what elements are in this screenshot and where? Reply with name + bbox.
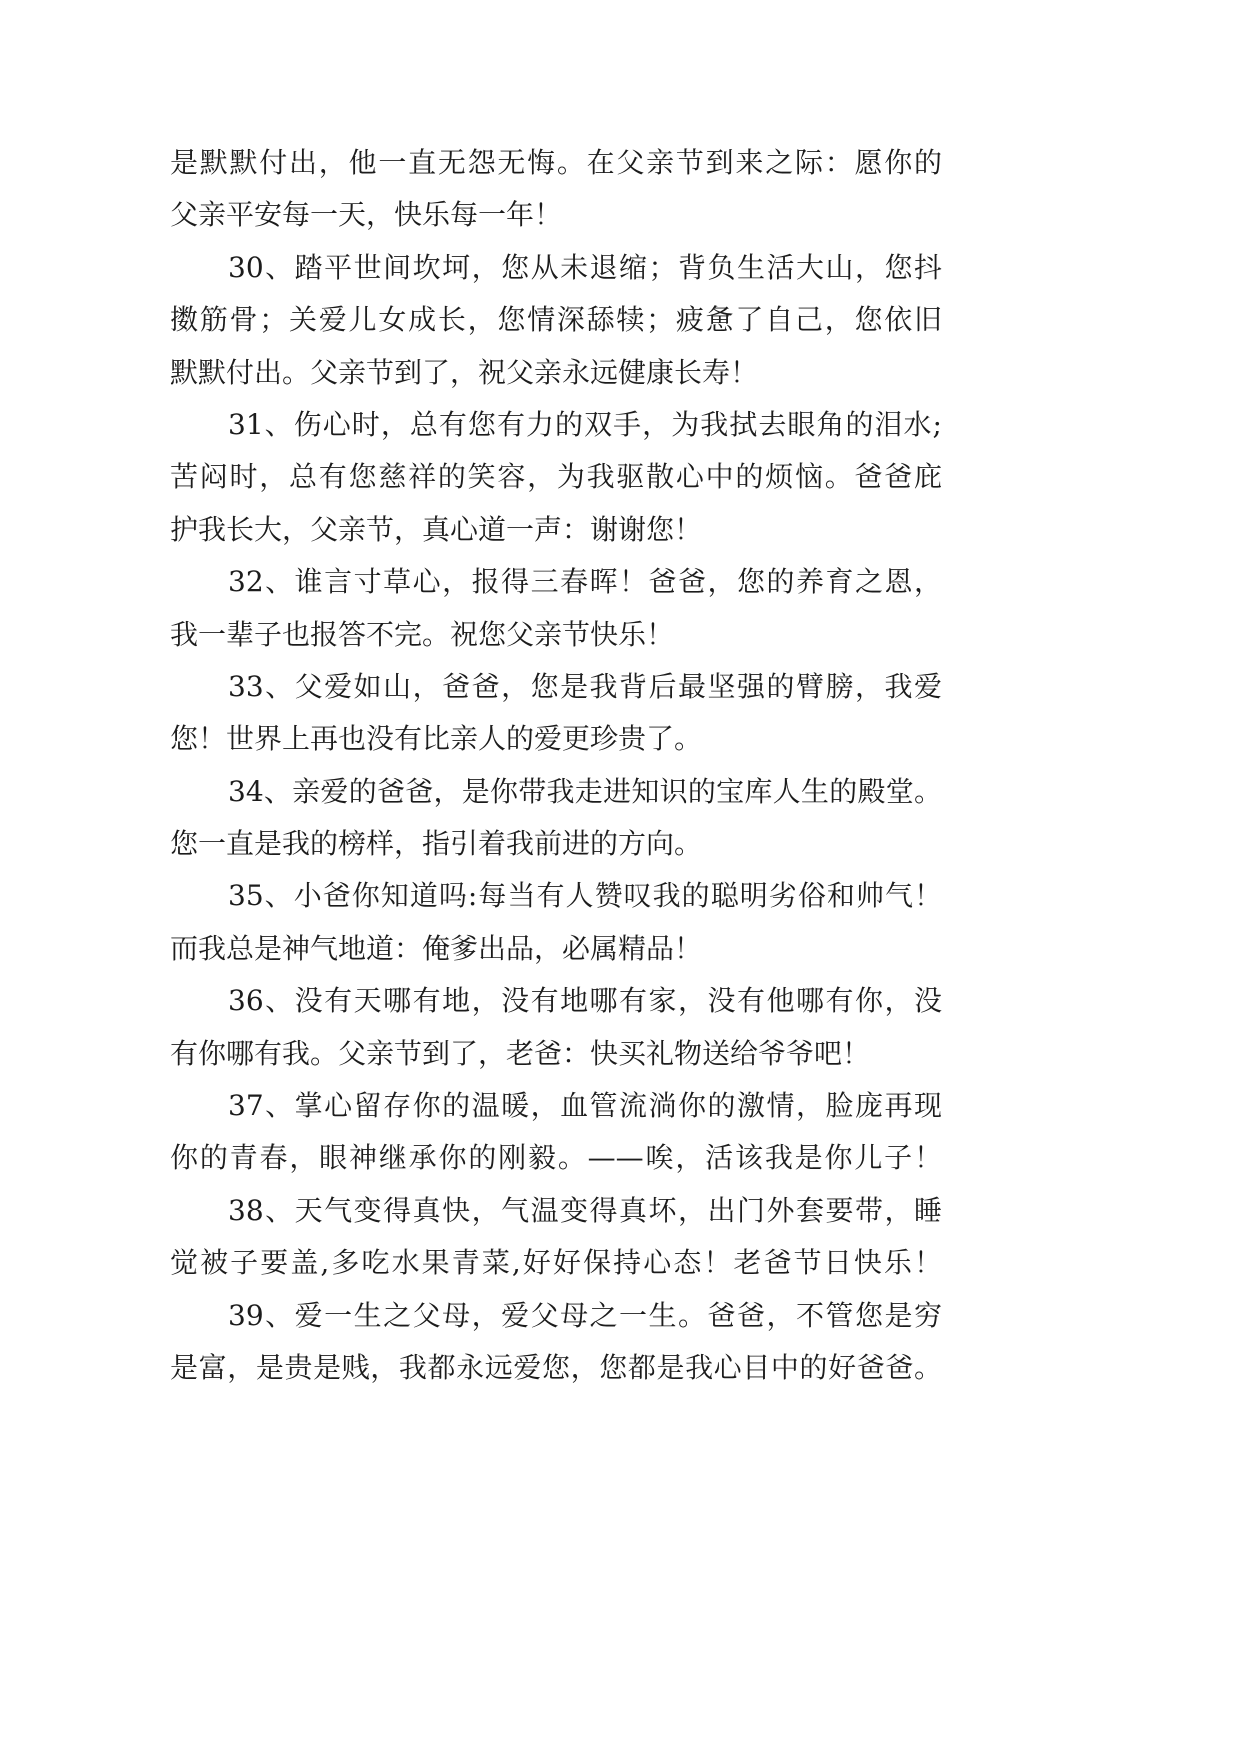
paragraph-line: 30、踏平世间坎坷，您从未退缩；背负生活大山，您抖 <box>228 250 942 284</box>
paragraph-line: 31、伤心时，总有您有力的双手，为我拭去眼角的泪水; <box>228 407 942 441</box>
paragraph-line: 38、天气变得真快，气温变得真坏，出门外套要带，睡 <box>228 1193 942 1227</box>
paragraph-line: 37、掌心留存你的温暖，血管流淌你的激情，脸庞再现 <box>228 1089 942 1123</box>
paragraph-line: 是默默付出，他一直无怨无悔。在父亲节到来之际：愿你的 <box>170 146 942 179</box>
paragraph-line: 你的青春，眼神继承你的刚毅。——唉，活该我是你儿子！ <box>170 1141 942 1175</box>
paragraph-line: 觉被子要盖,多吃水果青菜,好好保持心态！老爸节日快乐！ <box>170 1246 942 1280</box>
paragraph-line: 而我总是神气地道：俺爹出品，必属精品！ <box>170 931 703 965</box>
paragraph-line: 34、亲爱的爸爸，是你带我走进知识的宝库人生的殿堂。 <box>228 774 942 808</box>
paragraph-32 <box>170 556 942 661</box>
paragraph-39 <box>170 1290 942 1395</box>
document-body <box>170 137 942 1394</box>
paragraph-line: 32、谁言寸草心，报得三春晖！爸爸，您的养育之恩， <box>228 565 942 599</box>
paragraph-line: 护我长大，父亲节，真心道一声：谢谢您！ <box>170 512 703 546</box>
paragraph-38 <box>170 1185 942 1290</box>
paragraph-line: 是富，是贵是贱，我都永远爱您，您都是我心目中的好爸爸。 <box>170 1350 942 1384</box>
paragraph-line: 33、父爱如山，爸爸，您是我背后最坚强的臂膀，我爱 <box>228 669 942 703</box>
paragraph-36 <box>170 975 942 1080</box>
paragraph-31 <box>170 399 942 556</box>
paragraph-35 <box>170 870 942 975</box>
paragraph-line: 苦闷时，总有您慈祥的笑容，为我驱散心中的烦恼。爸爸庇 <box>170 460 942 494</box>
paragraph-line: 39、爱一生之父母，爱父母之一生。爸爸，不管您是穷 <box>228 1298 942 1332</box>
paragraph-line: 您一直是我的榜样，指引着我前进的方向。 <box>170 827 703 861</box>
paragraph-line: 您！世界上再也没有比亲人的爱更珍贵了。 <box>170 722 703 756</box>
paragraph-line: 我一辈子也报答不完。祝您父亲节快乐！ <box>170 617 675 651</box>
paragraph-34 <box>170 766 942 871</box>
paragraph-line: 默默付出。父亲节到了，祝父亲永远健康长寿！ <box>170 355 759 389</box>
paragraph-line: 擞筋骨；关爱儿女成长，您情深舔犊；疲惫了自己，您依旧 <box>170 303 942 337</box>
paragraph-line: 36、没有天哪有地，没有地哪有家，没有他哪有你，没 <box>228 984 942 1018</box>
paragraph-continuation <box>170 137 942 242</box>
paragraph-33 <box>170 661 942 766</box>
paragraph-line: 父亲平安每一天，快乐每一年！ <box>170 198 563 232</box>
paragraph-line: 35、小爸你知道吗:每当有人赞叹我的聪明劣俗和帅气！ <box>228 879 942 913</box>
paragraph-line: 有你哪有我。父亲节到了，老爸：快买礼物送给爷爷吧！ <box>170 1036 871 1070</box>
paragraph-37 <box>170 1080 942 1185</box>
paragraph-30 <box>170 242 942 399</box>
